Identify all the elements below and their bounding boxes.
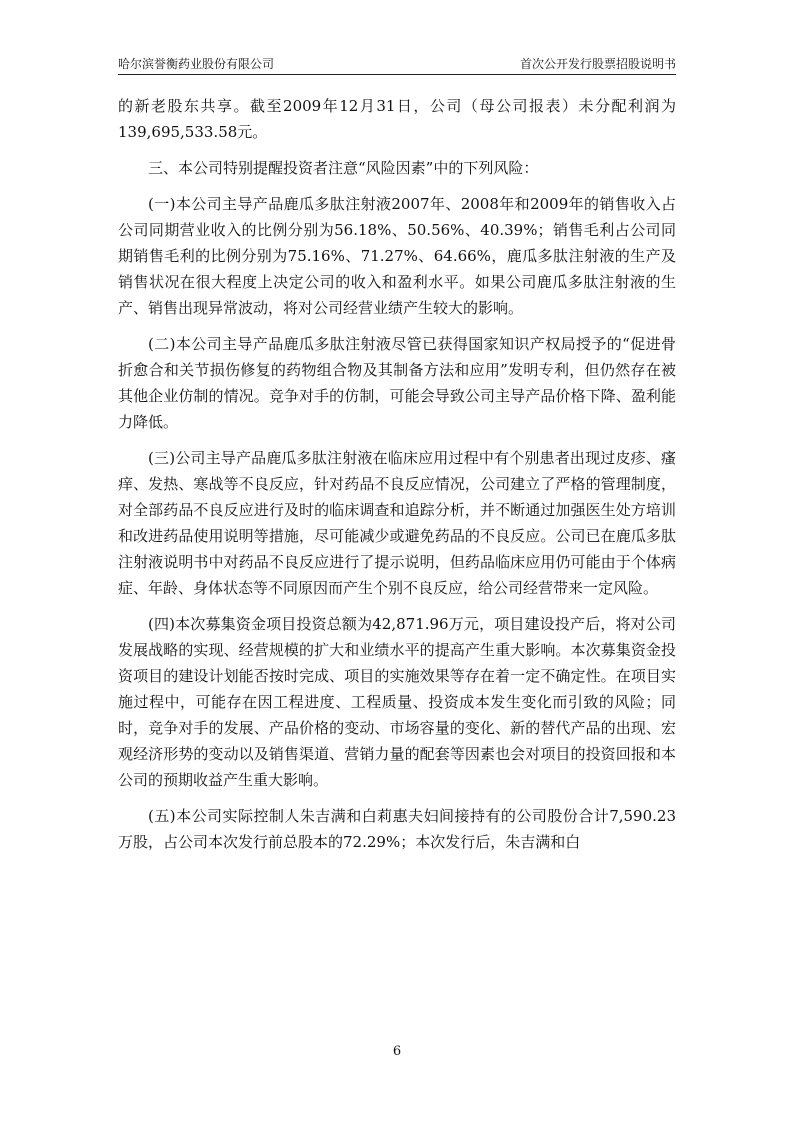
header-company-name: 哈尔滨誉衡药业股份有限公司 [118,57,275,71]
page-body [118,93,676,865]
paragraph-risk-intro: 三、本公司特别提醒投资者注意“风险因素”中的下列风险： [148,159,539,177]
paragraph-risk-2: (二)本公司主导产品鹿瓜多肽注射液尽管已获得国家知识产权局授予的“促进骨折愈合和关节损伤修复的药物组合物及其制备方法和应用”发明专利，但仍然存在被其他企业仿制的情况。竞争对手的仿制，可能会导致公司主导产品价格下降、盈利能力降低。 [118,335,676,431]
paragraph-continuation: 的新老股东共享。截至2009年12月31日，公司（母公司报表）未分配利润为139,695,533.58元。 [118,97,676,141]
paragraph-risk-1: (一)本公司主导产品鹿瓜多肽注射液2007年、2008年和2009年的销售收入占公司同期营业收入的比例分别为56.18%、50.56%、40.39%；销售毛利占公司同期销售毛利的比例分别为75.16%、71.27%、64.66%，鹿瓜多肽注射液的生产及销售状况在很大程度上决定公司的收入和盈利水平。如果公司鹿瓜多肽注射液的生产、销售出现异常波动，将对公司经营业绩产生较大的影响。 [118,195,676,317]
paragraph-risk-3: (三)公司主导产品鹿瓜多肽注射液在临床应用过程中有个别患者出现过皮疹、瘙痒、发热、寒战等不良反应，针对药品不良反应情况，公司建立了严格的管理制度，对全部药品不良反应进行及时的临床调查和追踪分析，并不断通过加强医生处方培训和改进药品使用说明等措施，尽可能减少或避免药品的不良反应。公司已在鹿瓜多肽注射液说明书中对药品不良反应进行了提示说明，但药品临床应用仍可能由于个体病症、年龄、身体状态等不同原因而产生个别不良反应，给公司经营带来一定风险。 [118,449,676,597]
header-document-title: 首次公开发行股票招股说明书 [519,57,676,71]
paragraph-risk-5: (五)本公司实际控制人朱吉满和白莉惠夫妇间接持有的公司股份合计7,590.23万股，占公司本次发行前总股本的72.29%；本次发行后，朱吉满和白 [118,807,676,851]
page-number: 6 [392,1044,402,1059]
paragraph-risk-4: (四)本次募集资金项目投资总额为42,871.96万元，项目建设投产后，将对公司发展战略的实现、经营规模的扩大和业绩水平的提高产生重大影响。本次募集资金投资项目的建设计划能否按时完成、项目的实施效果等存在着一定不确定性。在项目实施过程中，可能存在因工程进度、工程质量、投资成本发生变化而引致的风险；同时，竞争对手的发展、产品价格的变动、市场容量的变化、新的替代产品的出现、宏观经济形势的变动以及销售渠道、营销力量的配套等因素也会对项目的投资回报和本公司的预期收益产生重大影响。 [118,615,676,789]
page-header [118,52,676,75]
